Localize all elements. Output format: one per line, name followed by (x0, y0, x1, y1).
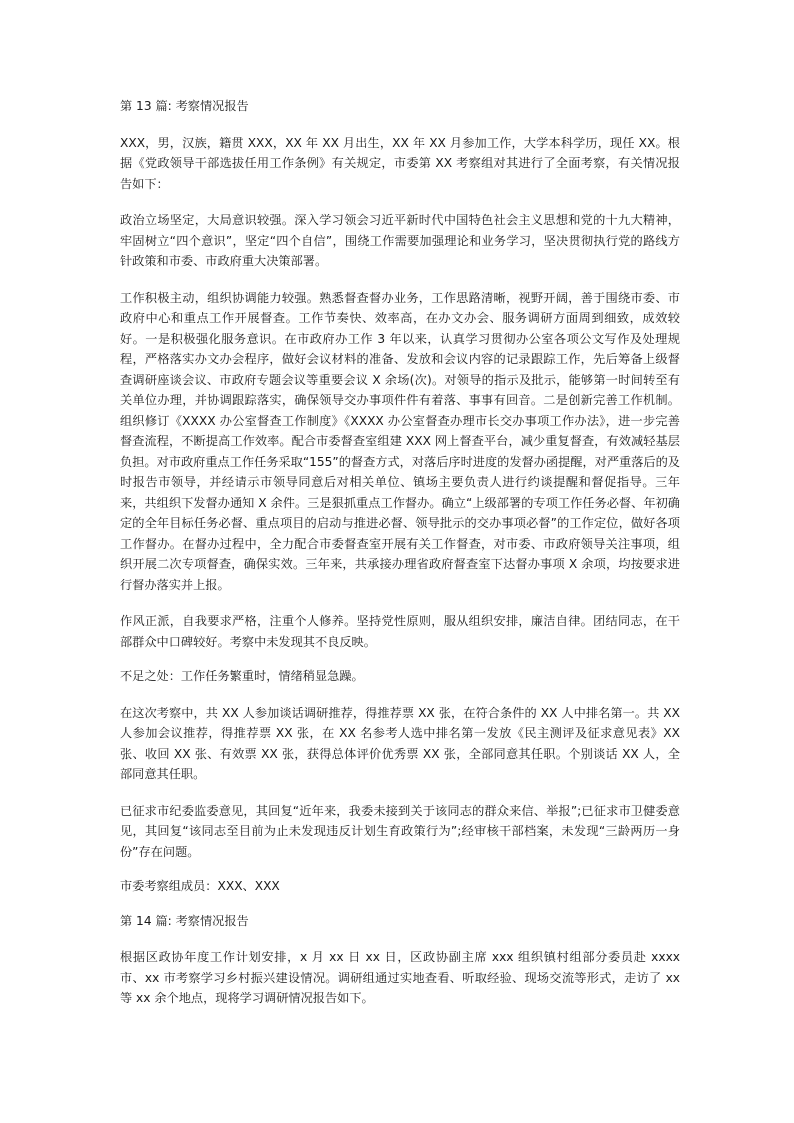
recommendation-paragraph: 在这次考察中，共 XX 人参加谈话调研推荐，得推荐票 XX 张，在符合条件的 XX 人中排名第一。共 XX 人参加会议推荐，得推荐票 XX 张，在 XX 名参考人选中排名第一发放《民主测评及征求意见表》XX 张、收回 XX 张、有效票 XX 张，获得总体评价优秀票 XX 张，全部同意其任职。个别谈话 XX 人，全部同意其任职。 (120, 705, 680, 781)
work-performance-paragraph: 工作积极主动，组织协调能力较强。熟悉督查督办业务，工作思路清晰，视野开阔，善于围绕市委、市政府中心和重点工作开展督查。工作节奏快、效率高，在办文办会、服务调研方面周到细致，成效较好。一是积极强化服务意识。在市政府办工作 3 年以来，认真学习贯彻办公室各项公文写作及处理规程，严格落实办文办会程序，做好会议材料的准备、发放和会议内容的记录跟踪工作，先后筹备上级督查调研座谈会议、市政府专题会议等重要会议 X 余场(次)。对领导的指示及批示，能够第一时间转至有关单位办理，并协调跟踪落实，确保领导交办事项件件有着落、事事有回音。二是创新完善工作机制。组织修订《XXXX 办公室督查工作制度》《XXXX 办公室督查办理市长交办事项工作办法》，进一步完善督查流程，不断提高工作效率。配合市委督查室组建 XXX 网上督查平台，减少重复督查，有效减轻基层负担。对市政府重点工作任务采取“155”的督查方式，对落后序时进度的发督办函提醒，对严重落后的及时报告市领导，并经请示市领导同意后对相关单位、镇场主要负责人进行约谈提醒和督促指导。三年来，共组织下发督办通知 X 余件。三是狠抓重点工作督办。确立“上级部署的专项工作任务必督、年初确定的全年目标任务必督、重点项目的启动与推进必督、领导批示的交办事项必督”的工作定位，做好各项工作督办。在督办过程中，全力配合市委督查室开展有关工作督查，对市委、市政府领导关注事项，组织开展二次专项督查，确保实效。三年来，共承接办理省政府督查室下达督办事项 X 余项，均按要求进行督办落实并上报。 (120, 290, 680, 592)
political-stance-paragraph: 政治立场坚定，大局意识较强。深入学习领会习近平新时代中国特色社会主义思想和党的十九大精神，牢固树立“四个意识”，坚定“四个自信”，围绕工作需要加强理论和业务学习，坚决贯彻执行党的路线方针政策和市委、市政府重大决策部署。 (120, 213, 680, 268)
team-members: 市委考察组成员：XXX、XXX (120, 879, 280, 893)
section-heading-14: 第 14 篇: 考察情况报告 (120, 913, 249, 928)
section-heading-13: 第 13 篇: 考察情况报告 (120, 99, 249, 113)
document-body (120, 96, 680, 1009)
opinions-paragraph: 已征求市纪委监委意见，其回复“近年来，我委未接到关于该同志的群众来信、举报”;已征求市卫健委意见，其回复“该同志至目前为止未发现违反计划生育政策行为”;经审核干部档案，未发现“三龄两历一身份”存在问题。 (120, 803, 680, 859)
conduct-paragraph: 作风正派，自我要求严格，注重个人修养。坚持党性原则，服从组织安排，廉洁自律。团结同志，在干部群众中口碑较好。考察中未发现其不良反映。 (120, 614, 680, 649)
shortcomings-paragraph: 不足之处：工作任务繁重时，情绪稍显急躁。 (120, 669, 364, 683)
intro-paragraph: XXX，男，汉族，籍贯 XXX，XX 年 XX 月出生，XX 年 XX 月参加工作，大学本科学历，现任 XX。根据《党政领导干部选拔任用工作条例》有关规定，市委第 XX 考察组对其进行了全面考察，有关情况报告如下： (120, 135, 680, 191)
survey-intro-paragraph: 根据区政协年度工作计划安排，x 月 xx 日 xx 日，区政协副主席 xxx 组织镇村组部分委员赴 xxxx 市、xx 市考察学习乡村振兴建设情况。调研组通过实地查看、听取经验、现场交流等形式，走访了 xx 等 xx 余个地点，现将学习调研情况报告如下。 (120, 950, 680, 1005)
